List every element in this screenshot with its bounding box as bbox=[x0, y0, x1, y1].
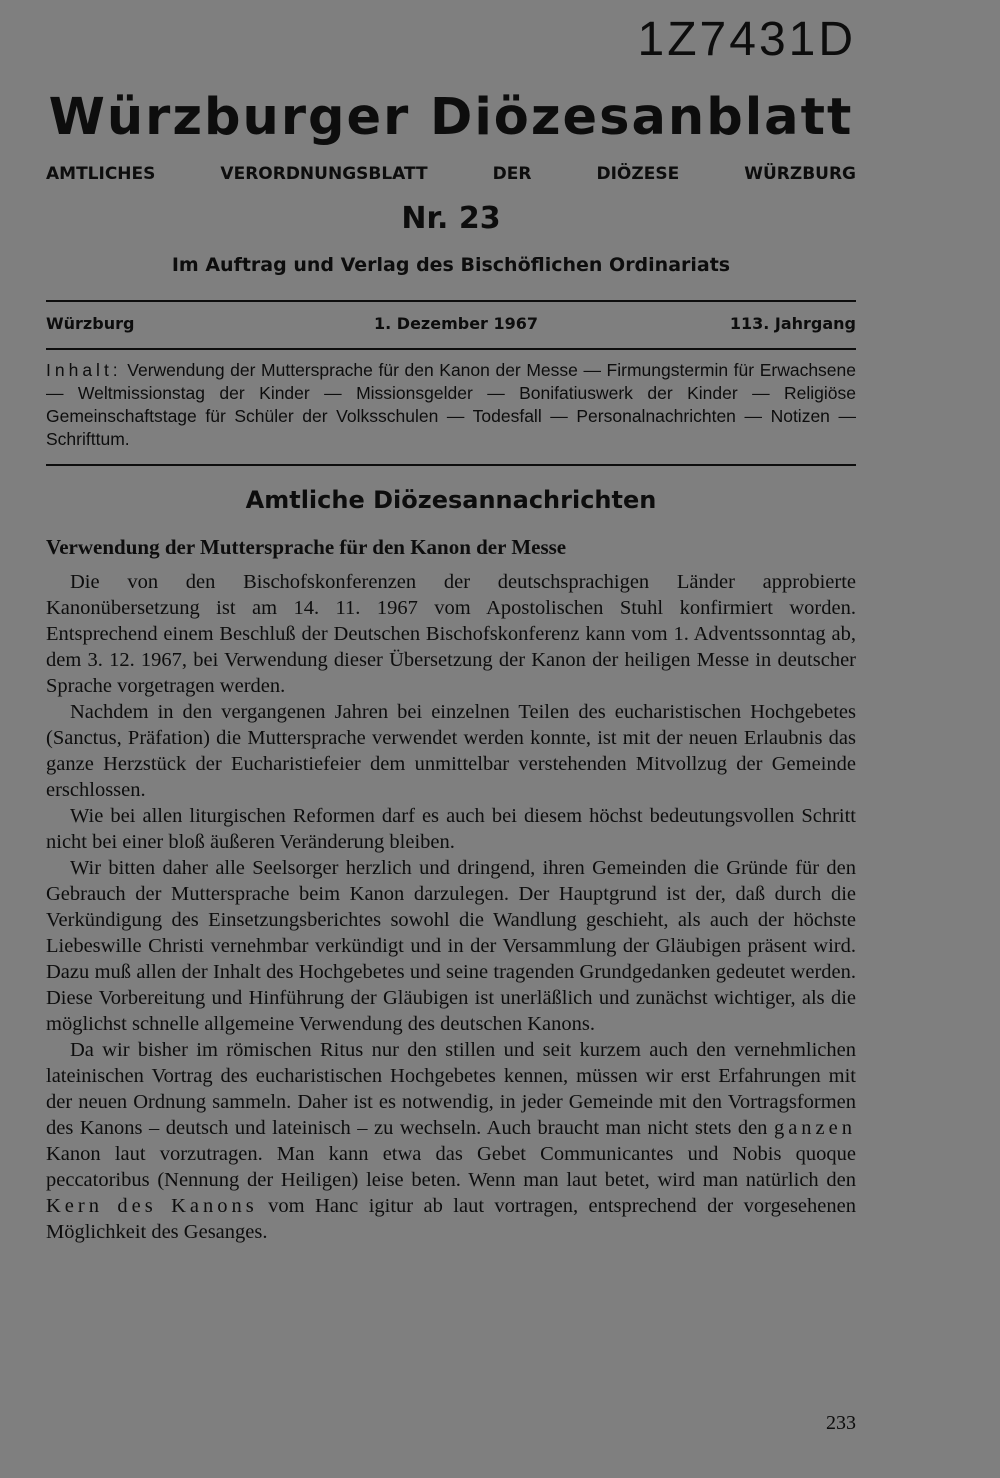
archive-stamp: 1Z7431D bbox=[637, 13, 856, 66]
article-title: Verwendung der Muttersprache für den Kanon der Messe bbox=[46, 535, 567, 559]
contents-text: Verwendung der Muttersprache für den Kanon der Messe — Firmungstermin für Erwachsene — Weltmissionstag der Kinder — Missionsgelder — Bonifatiuswerk der Kinder — Religiöse Gemeinschaftstage für Schüler der Volksschulen — Todesfall — Personalnachrichten — Notizen — Schrifttum. bbox=[46, 360, 856, 449]
section-title: Amtliche Diözesannachrichten bbox=[245, 486, 657, 514]
emphasis-text: ganzen bbox=[773, 1117, 856, 1139]
table-of-contents bbox=[46, 359, 856, 451]
dateline-volume: 113. Jahrgang bbox=[729, 314, 856, 333]
emphasis-text: Kern des Kanons bbox=[46, 1195, 258, 1217]
header-rule-top bbox=[46, 300, 856, 302]
article-paragraph: Wir bitten daher alle Seelsorger herzlich und dringend, ihren Gemeinden die Gründe für den Gebrauch der Muttersprache beim Kanon darzulegen. Der Hauptgrund ist der, daß durch die Verkündigung des Einsetzungsberichtes sowohl die Wandlung geschieht, als auch der höchste Liebeswille Christi vernehmbar verkündigt und in der Versammlung der Gläubigen präsent wird. Dazu muß allen der Inhalt des Hochgebetes und seine tragenden Grundgedanken gedeutet werden. Diese Vorbereitung und Hinführung der Gläubigen ist unerläßlich und zunächst wichtiger, als die möglichst schnelle allgemeine Verwendung des deutschen Kanons. bbox=[46, 857, 856, 1035]
subtitle-word: DER bbox=[492, 164, 532, 184]
subtitle-word: WÜRZBURG bbox=[744, 164, 856, 184]
article-paragraph: Die von den Bischofskonferenzen der deutschsprachigen Länder approbierte Kanonübersetzung ist am 14. 11. 1967 vom Apostolischen Stuhl konfirmiert worden. Entsprechend einem Beschluß der Deutschen Bischofskonferenz kann vom 1. Adventssonntag ab, dem 3. 12. 1967, bei Verwendung dieser Übersetzung der Kanon der heiligen Messe in deutscher Sprache vorgetragen werden. bbox=[46, 571, 856, 697]
dateline-date: 1. Dezember 1967 bbox=[374, 314, 539, 333]
article-paragraph: Nachdem in den vergangenen Jahren bei einzelnen Teilen des eucharistischen Hochgebetes (Sanctus, Präfation) die Muttersprache verwendet werden konnte, ist mit der neuen Erlaubnis das ganze Herzstück der Eucharistiefeier dem unmittelbar verstehenden Mitvollzug der Gemeinde erschlossen. bbox=[46, 701, 856, 801]
article-paragraph: Wie bei allen liturgischen Reformen darf es auch bei diesem höchst bedeutungsvollen Schritt nicht bei einer bloß äußeren Veränderung bleiben. bbox=[46, 805, 856, 853]
header-rule-bottom bbox=[46, 348, 856, 350]
paragraph-text: Kanon laut vorzutragen. Man kann etwa das Gebet Communicantes und Nobis quoque peccatoribus (Nennung der Heiligen) leise beten. Wenn man laut betet, wird man natürlich den bbox=[46, 1143, 856, 1191]
page-number: 233 bbox=[826, 1412, 856, 1434]
article-paragraph-last bbox=[46, 1037, 856, 1245]
paragraph-text: vom Hanc igitur ab laut vortragen, entsprechend der vorgesehenen Möglichkeit des Gesanges. bbox=[46, 1195, 856, 1243]
contents-rule bbox=[46, 464, 856, 466]
publisher-line: Im Auftrag und Verlag des Bischöflichen Ordinariats bbox=[171, 254, 731, 276]
issue-number: Nr. 23 bbox=[401, 201, 501, 236]
paragraph-text: Da wir bisher im römischen Ritus nur den stillen und seit kurzem auch den vernehmlichen lateinischen Vortrag des eucharistischen Hochgebetes kennen, müssen wir erst Erfahrungen mit der neuen Ordnung sammeln. Daher ist es notwendig, in jeder Gemeinde mit den Vortragsformen des Kanons – deutsch und lateinisch – zu wechseln. Auch braucht man nicht stets den bbox=[46, 1039, 856, 1139]
bulletin-page bbox=[46, 0, 856, 1478]
masthead-subtitle bbox=[46, 163, 856, 185]
article-body bbox=[46, 569, 856, 1245]
subtitle-word: DIÖZESE bbox=[596, 164, 680, 184]
contents-label: Inhalt: bbox=[46, 360, 122, 380]
masthead-title: Würzburger Diözesanblatt bbox=[48, 88, 854, 147]
subtitle-word: AMTLICHES bbox=[46, 164, 156, 184]
dateline-place: Würzburg bbox=[46, 314, 135, 333]
subtitle-word: VERORDNUNGSBLATT bbox=[220, 164, 428, 184]
